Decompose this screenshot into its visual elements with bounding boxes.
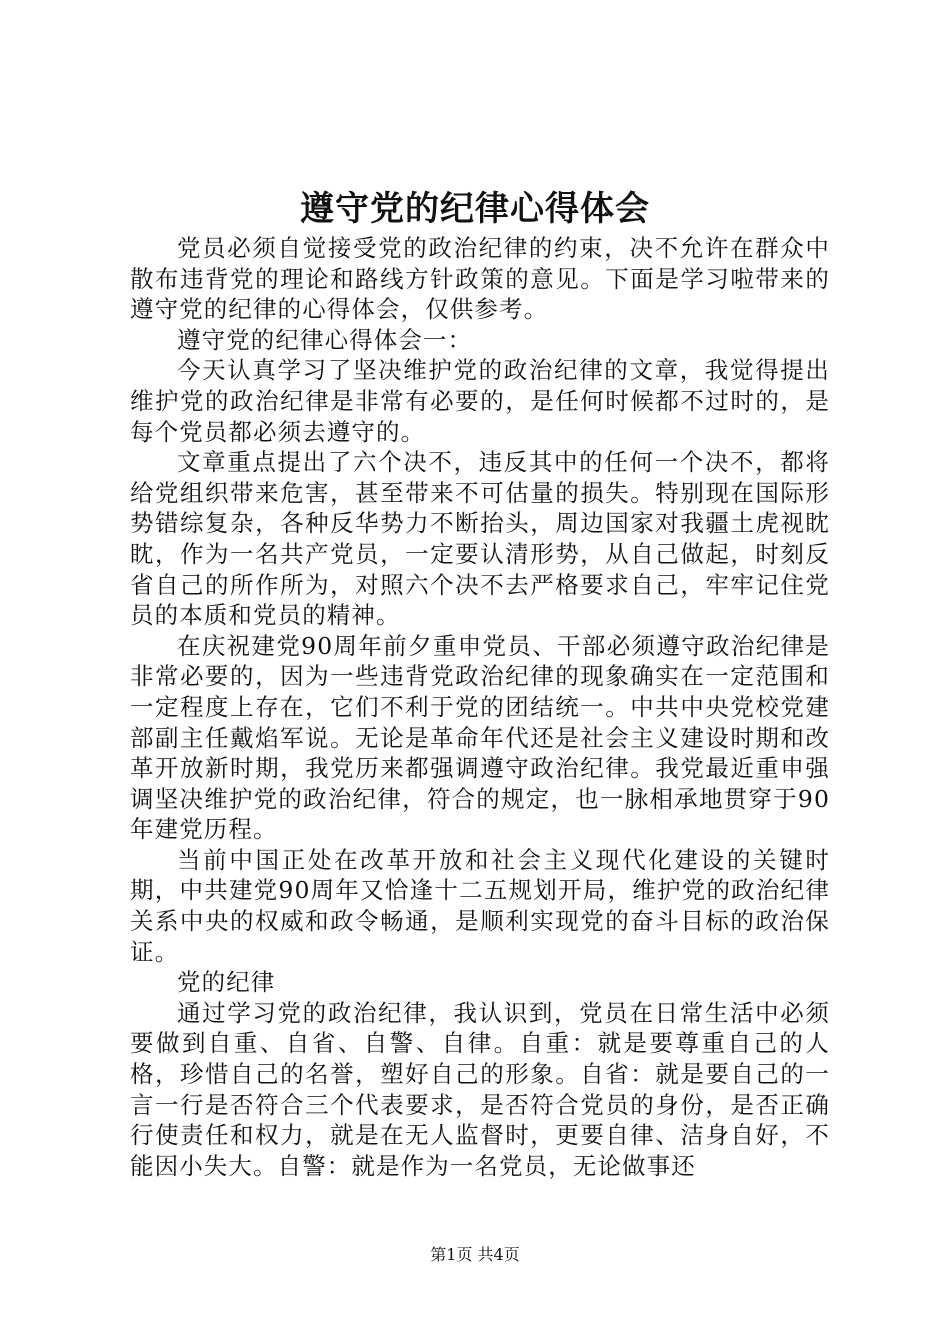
document-title: 遵守党的纪律心得体会 bbox=[300, 189, 650, 229]
paragraph-heading-discipline: 党的纪律 bbox=[177, 968, 276, 997]
page-footer: 第1页 共4页 bbox=[430, 1245, 520, 1264]
paragraph: 文章重点提出了六个决不，违反其中的任何一个决不，都将给党组织带来危害，甚至带来不可估量的损失。特别现在国际形势错综复杂，各种反华势力不断抬头，周边国家对我疆土虎视眈眈，作为一名共产党员，一定要认清形势，从自己做起，时刻反省自己的所作所为，对照六个决不去严格要求自己，牢牢记住党员的本质和党员的精神。 bbox=[130, 448, 830, 630]
paragraph: 通过学习党的政治纪律，我认识到，党员在日常生活中必须要做到自重、自省、自警、自律。自重：就是要尊重自己的人格，珍惜自己的名誉，塑好自己的形象。自省：就是要自己的一言一行是否符合三个代表要求，是否符合党员的身份，是否正确行使责任和权力，就是在无人监督时，更要自律、洁身自好，不能因小失大。自警：就是作为一名党员，无论做事还 bbox=[130, 998, 830, 1180]
paragraph: 今天认真学习了坚决维护党的政治纪律的文章，我觉得提出维护党的政治纪律是非常有必要的，是任何时候都不过时的，是每个党员都必须去遵守的。 bbox=[130, 356, 830, 446]
paragraph-heading-one: 遵守党的纪律心得体会一： bbox=[177, 325, 473, 354]
paragraph: 当前中国正处在改革开放和社会主义现代化建设的关键时期，中共建党90周年又恰逢十二五规划开局，维护党的政治纪律关系中央的权威和政令畅通，是顺利实现党的奋斗目标的政治保证。 bbox=[130, 845, 830, 966]
document-body bbox=[130, 233, 830, 1181]
paragraph-intro: 党员必须自觉接受党的政治纪律的约束，决不允许在群众中散布违背党的理论和路线方针政策的意见。下面是学习啦带来的遵守党的纪律的心得体会，仅供参考。 bbox=[130, 234, 830, 324]
paragraph: 在庆祝建党90周年前夕重申党员、干部必须遵守政治纪律是非常必要的，因为一些违背党政治纪律的现象确实在一定范围和一定程度上存在，它们不利于党的团结统一。中共中央党校党建部副主任戴焰军说。无论是革命年代还是社会主义建设时期和改革开放新时期，我党历来都强调遵守政治纪律。我党最近重申强调坚决维护党的政治纪律，符合的规定，也一脉相承地贯穿于90年建党历程。 bbox=[130, 631, 830, 844]
